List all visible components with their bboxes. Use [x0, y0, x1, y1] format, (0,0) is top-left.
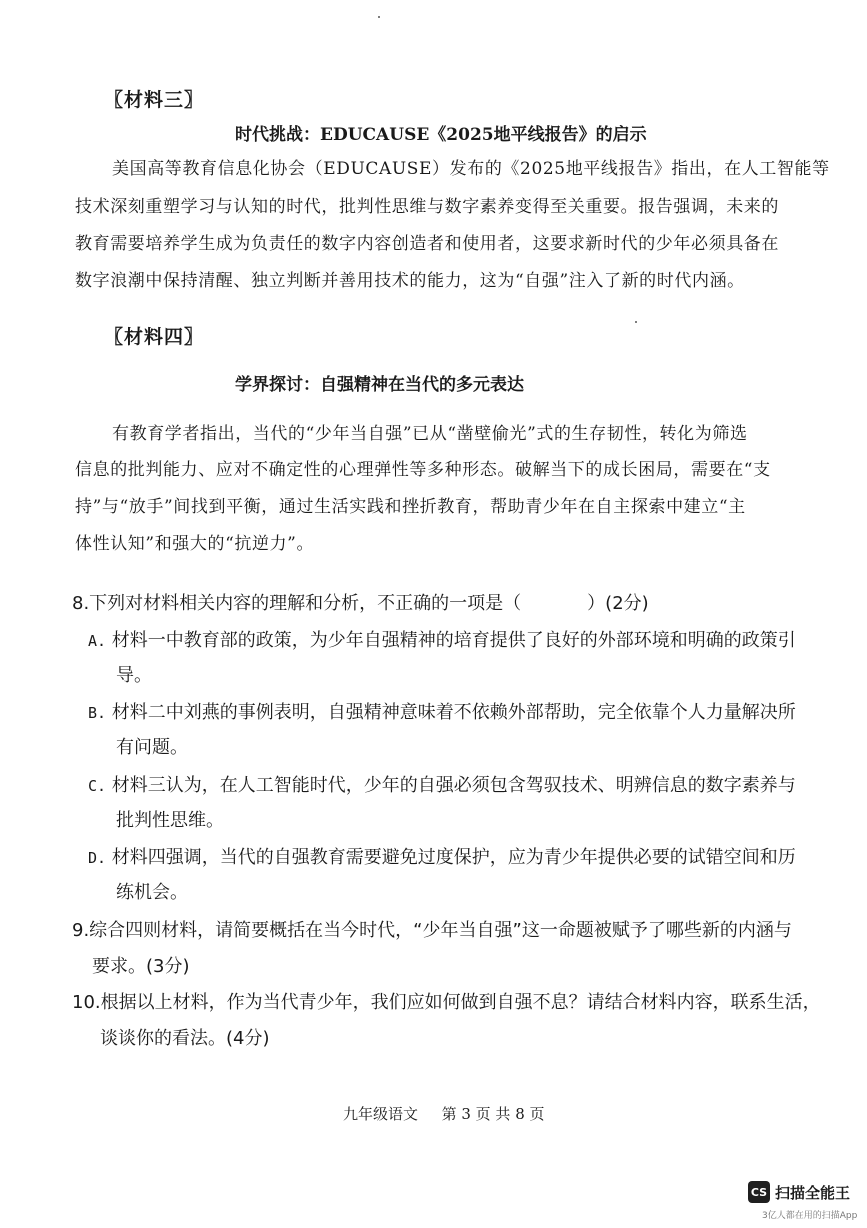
scanner-app-tagline: 3亿人都在用的扫描App [762, 1211, 858, 1221]
material4-line: 持”与“放手”间找到平衡，通过生活实践和挫折教育，帮助青少年在自主探索中建立“主 [75, 497, 746, 517]
scan-speck [635, 321, 637, 323]
option-a [88, 626, 796, 652]
option-c [88, 771, 796, 797]
option-d [88, 843, 796, 869]
option-letter: C. [88, 777, 107, 795]
question-10-line: 10.根据以上材料，作为当代青少年，我们应如何做到自强不息？请结合材料内容，联系生活， [72, 992, 821, 1013]
option-letter: A. [88, 632, 107, 650]
option-text: 材料四强调，当代的自强教育需要避免过度保护，应为青少年提供必要的试错空间和历 [111, 847, 796, 868]
option-a-continuation: 导。 [116, 665, 152, 686]
scanner-logo-icon: CS [748, 1181, 770, 1203]
material3-label: 〖材料三〗 [104, 89, 205, 111]
question-9-line: 要求。(3分) [92, 956, 190, 977]
option-d-continuation: 练机会。 [116, 882, 188, 903]
footer-subject: 九年级语文 [343, 1105, 419, 1123]
option-text: 材料一中教育部的政策，为少年自强精神的培育提供了良好的外部环境和明确的政策引 [111, 630, 796, 651]
material4-line: 有教育学者指出，当代的“少年当自强”已从“凿壁偷光”式的生存韧性，转化为筛选 [112, 424, 748, 444]
scanner-app-name: 扫描全能王 [775, 1184, 851, 1202]
question-8-stem [72, 589, 649, 615]
option-letter: D. [88, 849, 107, 867]
scan-speck [378, 16, 380, 18]
material3-line: 技术深刻重塑学习与认知的时代，批判性思维与数字素养变得至关重要。报告强调，未来的 [75, 197, 779, 217]
option-c-continuation: 批判性思维。 [116, 810, 224, 831]
option-letter: B. [88, 704, 107, 722]
option-text: 材料三认为，在人工智能时代，少年的自强必须包含驾驭技术、明辨信息的数字素养与 [111, 775, 796, 796]
material4-title: 学界探讨：自强精神在当代的多元表达 [235, 375, 524, 395]
material3-title: 时代挑战：EDUCAUSE《2025地平线报告》的启示 [235, 125, 647, 145]
option-b-continuation: 有问题。 [116, 737, 188, 758]
material3-line: 美国高等教育信息化协会（EDUCAUSE）发布的《2025地平线报告》指出，在人工智能等 [112, 159, 830, 179]
material4-label: 〖材料四〗 [104, 326, 205, 348]
material4-line: 体性认知”和强大的“抗逆力”。 [75, 534, 315, 554]
question-10-line: 谈谈你的看法。(4分) [100, 1028, 270, 1049]
question-8-stem-text: 8.下列对材料相关内容的理解和分析，不正确的一项是（ [72, 593, 522, 614]
option-text: 材料二中刘燕的事例表明，自强精神意味着不依赖外部帮助，完全依靠个人力量解决所 [111, 702, 796, 723]
footer-page-number: 第 3 页 共 8 页 [441, 1105, 545, 1123]
material3-line: 教育需要培养学生成为负责任的数字内容创造者和使用者，这要求新时代的少年必须具备在 [75, 234, 779, 254]
page-footer [343, 1103, 545, 1124]
question-8-score: ）(2分) [587, 593, 649, 614]
question-9-line: 9.综合四则材料，请简要概括在当今时代，“少年当自强”这一命题被赋予了哪些新的内涵与 [72, 920, 792, 941]
material3-line: 数字浪潮中保持清醒、独立判断并善用技术的能力，这为“自强”注入了新的时代内涵。 [75, 271, 745, 291]
option-b [88, 698, 796, 724]
material4-line: 信息的批判能力、应对不确定性的心理弹性等多种形态。破解当下的成长困局，需要在“支 [75, 460, 771, 480]
